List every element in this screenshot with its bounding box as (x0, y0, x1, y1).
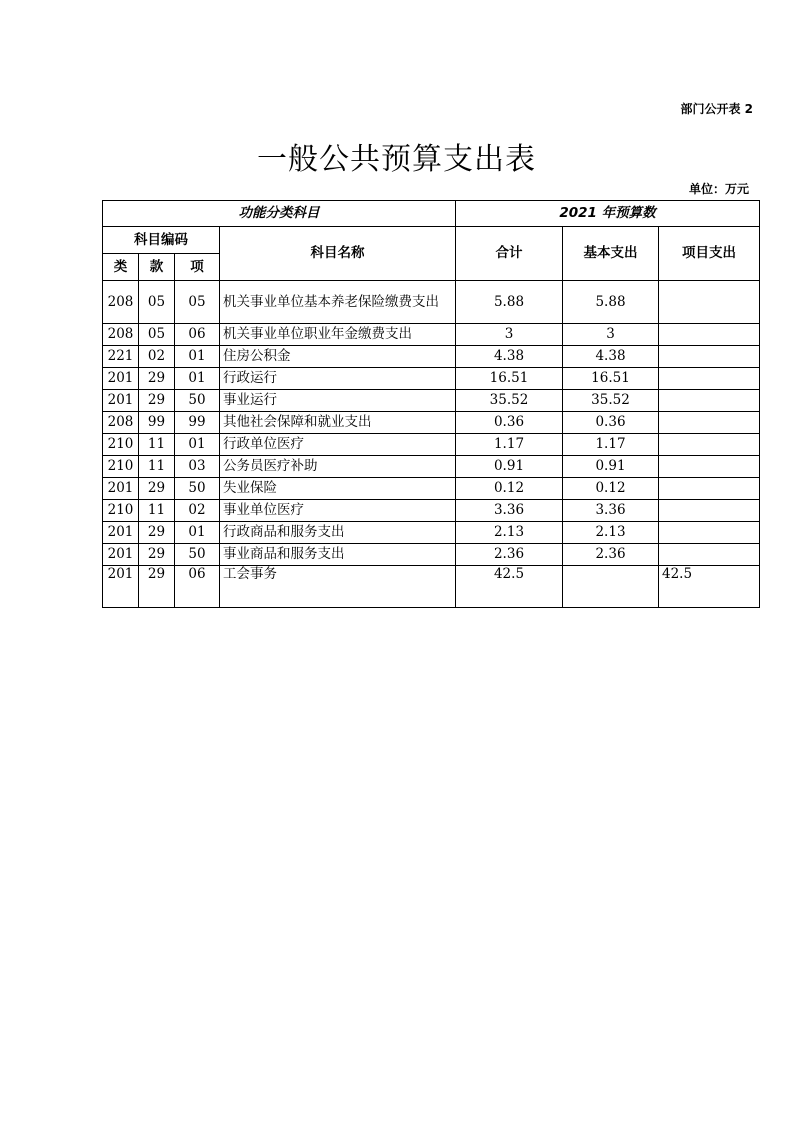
functional-classification-header: 功能分类科目 (103, 201, 456, 227)
kuan-cell: 29 (139, 478, 175, 500)
basic-expenditure-cell (563, 566, 659, 608)
project-expenditure-cell (659, 368, 760, 390)
basic-expenditure-header: 基本支出 (563, 227, 659, 281)
lei-cell: 201 (103, 522, 139, 544)
subject-name-cell: 行政商品和服务支出 (220, 522, 456, 544)
kuan-cell: 99 (139, 412, 175, 434)
project-expenditure-cell (659, 544, 760, 566)
xiang-header: 项 (175, 254, 220, 281)
basic-expenditure-cell: 3 (563, 324, 659, 346)
table-row (103, 346, 760, 368)
project-expenditure-cell (659, 390, 760, 412)
xiang-cell: 06 (175, 566, 220, 608)
basic-expenditure-cell: 1.17 (563, 434, 659, 456)
kuan-cell: 05 (139, 324, 175, 346)
table-row (103, 544, 760, 566)
subject-code-header: 科目编码 (103, 227, 220, 254)
lei-cell: 210 (103, 500, 139, 522)
table-row (103, 324, 760, 346)
lei-header: 类 (103, 254, 139, 281)
subject-name-cell: 事业单位医疗 (220, 500, 456, 522)
subject-name-cell: 公务员医疗补助 (220, 456, 456, 478)
total-cell: 35.52 (456, 390, 563, 412)
total-cell: 0.36 (456, 412, 563, 434)
subject-name-header: 科目名称 (220, 227, 456, 281)
total-cell: 16.51 (456, 368, 563, 390)
subject-name-cell: 行政单位医疗 (220, 434, 456, 456)
header-row-codes (103, 227, 760, 254)
subject-name-cell: 事业运行 (220, 390, 456, 412)
total-cell: 4.38 (456, 346, 563, 368)
project-expenditure-cell (659, 281, 760, 324)
project-expenditure-cell (659, 434, 760, 456)
basic-expenditure-cell: 0.91 (563, 456, 659, 478)
table-row (103, 456, 760, 478)
kuan-cell: 29 (139, 544, 175, 566)
lei-cell: 201 (103, 566, 139, 608)
basic-expenditure-cell: 2.13 (563, 522, 659, 544)
basic-expenditure-cell: 5.88 (563, 281, 659, 324)
lei-cell: 221 (103, 346, 139, 368)
table-row (103, 566, 760, 608)
table-row (103, 434, 760, 456)
xiang-cell: 50 (175, 544, 220, 566)
lei-cell: 201 (103, 478, 139, 500)
basic-expenditure-cell: 35.52 (563, 390, 659, 412)
total-cell: 0.12 (456, 478, 563, 500)
project-expenditure-cell (659, 324, 760, 346)
xiang-cell: 50 (175, 390, 220, 412)
xiang-cell: 05 (175, 281, 220, 324)
subject-name-cell: 机关事业单位基本养老保险缴费支出 (220, 281, 456, 324)
total-cell: 0.91 (456, 456, 563, 478)
lei-cell: 208 (103, 412, 139, 434)
lei-cell: 201 (103, 544, 139, 566)
kuan-cell: 29 (139, 566, 175, 608)
kuan-cell: 11 (139, 434, 175, 456)
budget-year-header: 2021 年预算数 (456, 201, 760, 227)
kuan-cell: 29 (139, 368, 175, 390)
total-cell: 2.13 (456, 522, 563, 544)
project-expenditure-cell (659, 346, 760, 368)
xiang-cell: 50 (175, 478, 220, 500)
project-expenditure-cell: 42.5 (659, 566, 760, 608)
subject-name-cell: 机关事业单位职业年金缴费支出 (220, 324, 456, 346)
total-header: 合计 (456, 227, 563, 281)
lei-cell: 210 (103, 434, 139, 456)
kuan-cell: 29 (139, 390, 175, 412)
total-cell: 1.17 (456, 434, 563, 456)
total-cell: 3 (456, 324, 563, 346)
basic-expenditure-cell: 0.12 (563, 478, 659, 500)
kuan-cell: 11 (139, 456, 175, 478)
total-cell: 2.36 (456, 544, 563, 566)
basic-expenditure-cell: 16.51 (563, 368, 659, 390)
unit-label: 单位：万元 (688, 182, 749, 196)
header-row-group (103, 201, 760, 227)
basic-expenditure-cell: 2.36 (563, 544, 659, 566)
project-expenditure-cell (659, 456, 760, 478)
xiang-cell: 06 (175, 324, 220, 346)
total-cell: 3.36 (456, 500, 563, 522)
project-expenditure-header: 项目支出 (659, 227, 760, 281)
total-cell: 5.88 (456, 281, 563, 324)
kuan-cell: 11 (139, 500, 175, 522)
basic-expenditure-cell: 3.36 (563, 500, 659, 522)
total-cell: 42.5 (456, 566, 563, 608)
table-row (103, 500, 760, 522)
table-row (103, 368, 760, 390)
basic-expenditure-cell: 0.36 (563, 412, 659, 434)
kuan-header: 款 (139, 254, 175, 281)
project-expenditure-cell (659, 522, 760, 544)
project-expenditure-cell (659, 500, 760, 522)
table-number-label: 部门公开表 2 (680, 102, 753, 116)
subject-name-cell: 失业保险 (220, 478, 456, 500)
table-row (103, 478, 760, 500)
project-expenditure-cell (659, 478, 760, 500)
lei-cell: 208 (103, 324, 139, 346)
lei-cell: 210 (103, 456, 139, 478)
project-expenditure-cell (659, 412, 760, 434)
subject-name-cell: 工会事务 (220, 566, 456, 608)
table-row (103, 522, 760, 544)
xiang-cell: 01 (175, 522, 220, 544)
table-row (103, 412, 760, 434)
kuan-cell: 02 (139, 346, 175, 368)
kuan-cell: 05 (139, 281, 175, 324)
xiang-cell: 99 (175, 412, 220, 434)
xiang-cell: 02 (175, 500, 220, 522)
lei-cell: 208 (103, 281, 139, 324)
table-row (103, 390, 760, 412)
subject-name-cell: 其他社会保障和就业支出 (220, 412, 456, 434)
subject-name-cell: 行政运行 (220, 368, 456, 390)
xiang-cell: 03 (175, 456, 220, 478)
kuan-cell: 29 (139, 522, 175, 544)
xiang-cell: 01 (175, 434, 220, 456)
xiang-cell: 01 (175, 346, 220, 368)
page-title: 一般公共预算支出表 (257, 142, 536, 177)
budget-table (102, 200, 760, 608)
lei-cell: 201 (103, 390, 139, 412)
xiang-cell: 01 (175, 368, 220, 390)
table-row (103, 281, 760, 324)
subject-name-cell: 住房公积金 (220, 346, 456, 368)
subject-name-cell: 事业商品和服务支出 (220, 544, 456, 566)
basic-expenditure-cell: 4.38 (563, 346, 659, 368)
lei-cell: 201 (103, 368, 139, 390)
